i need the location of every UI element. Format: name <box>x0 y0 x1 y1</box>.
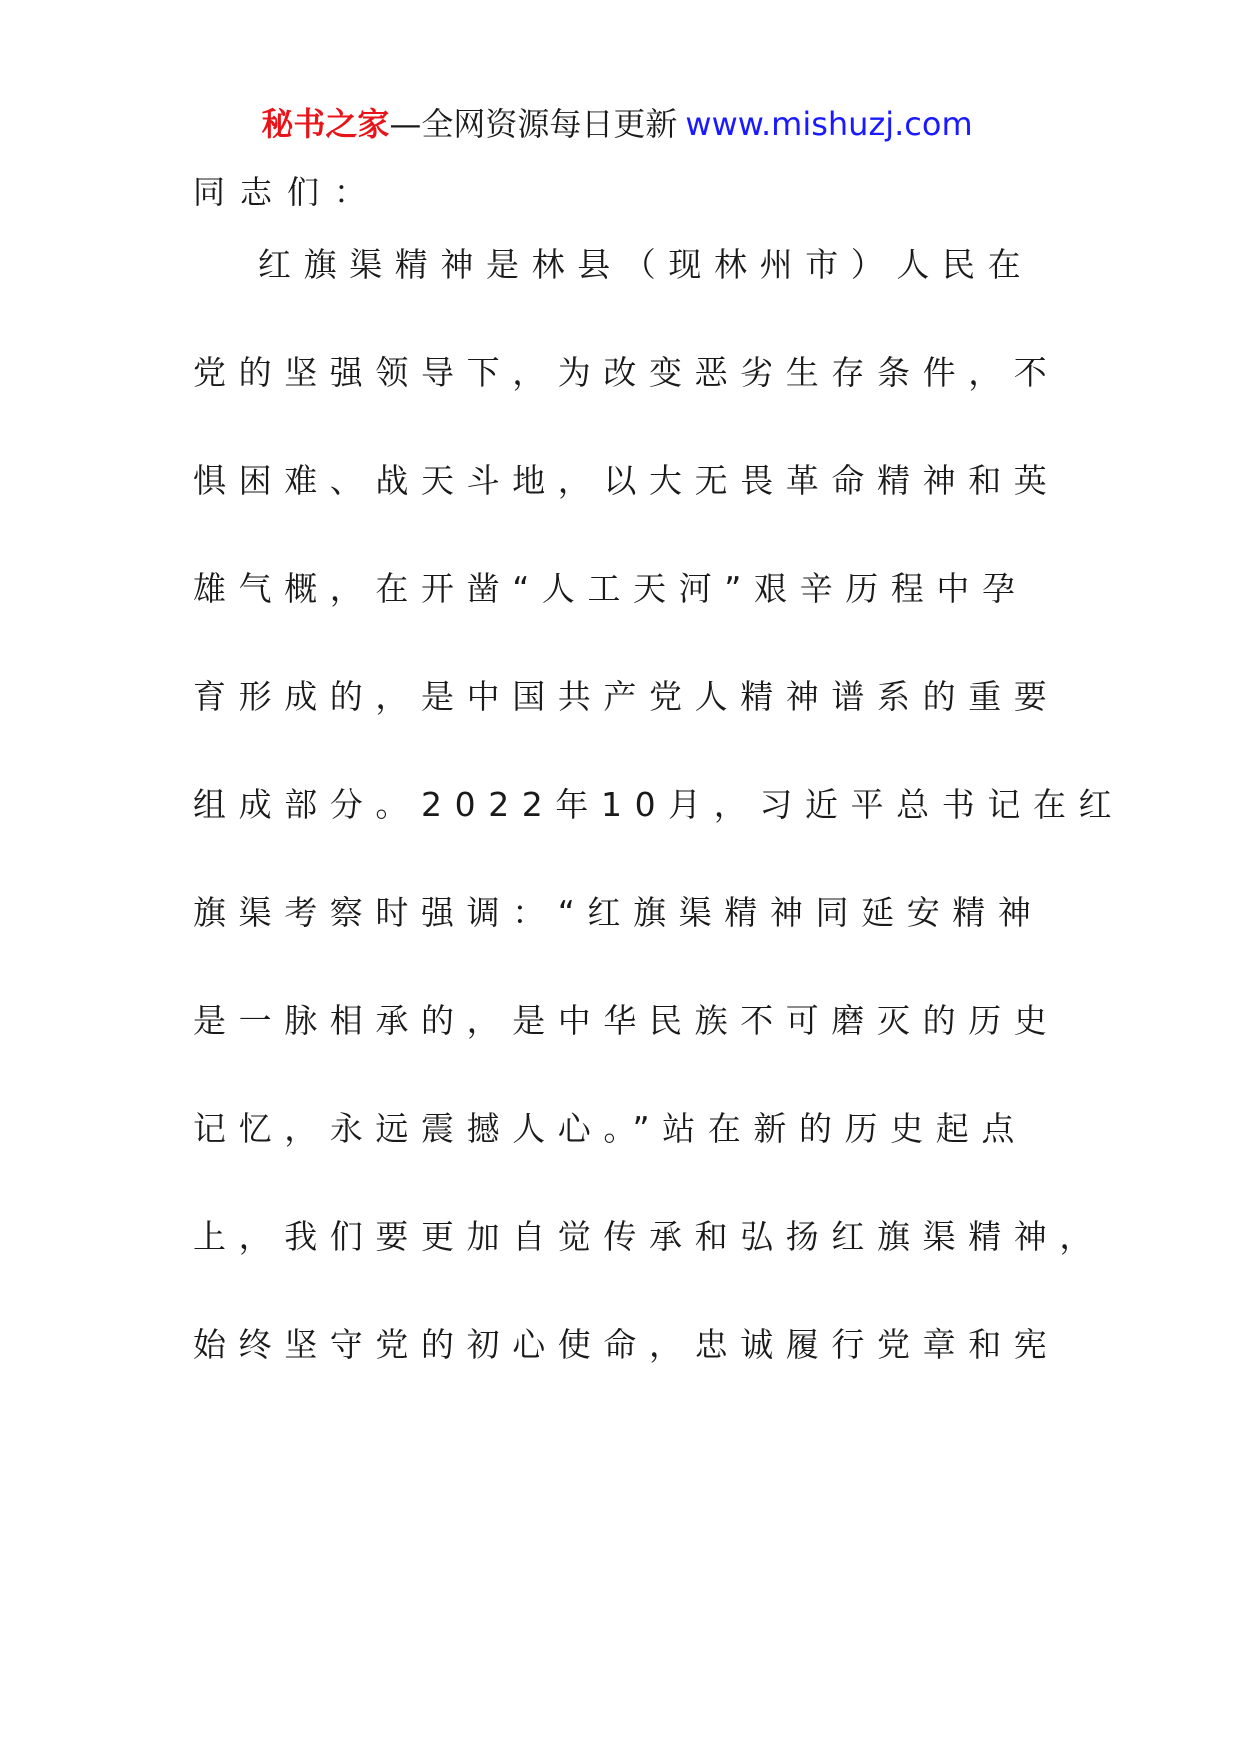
site-url-link[interactable]: www.mishuzj.com <box>685 105 973 143</box>
paragraph-line: 始终坚守党的初心使命，忠诚履行党章和宪 <box>193 1325 1060 1364</box>
paragraph-line: 记忆，永远震撼人心。”站在新的历史起点 <box>193 1109 1027 1148</box>
header-tagline: —全网资源每日更新 <box>389 105 678 143</box>
brand-name: 秘书之家 <box>261 105 390 143</box>
paragraph-line: 党的坚强领导下，为改变恶劣生存条件，不 <box>193 353 1060 392</box>
salutation: 同志们： <box>193 173 382 211</box>
paragraph-line: 上，我们要更加自觉传承和弘扬红旗渠精神， <box>193 1217 1105 1256</box>
page-header <box>0 104 1234 144</box>
paragraph-line: 红旗渠精神是林县（现林州市）人民在 <box>258 245 1034 284</box>
paragraph-line: 育形成的，是中国共产党人精神谱系的重要 <box>193 677 1060 716</box>
paragraph-line: 旗渠考察时强调：“红旗渠精神同延安精神 <box>193 893 1044 932</box>
paragraph-line: 雄气概，在开凿“人工天河”艰辛历程中孕 <box>193 569 1028 608</box>
paragraph-line: 组成部分。2022年10月，习近平总书记在红 <box>193 785 1125 824</box>
paragraph-line: 惧困难、战天斗地，以大无畏革命精神和英 <box>193 461 1060 500</box>
paragraph-line: 是一脉相承的，是中华民族不可磨灭的历史 <box>193 1001 1060 1040</box>
